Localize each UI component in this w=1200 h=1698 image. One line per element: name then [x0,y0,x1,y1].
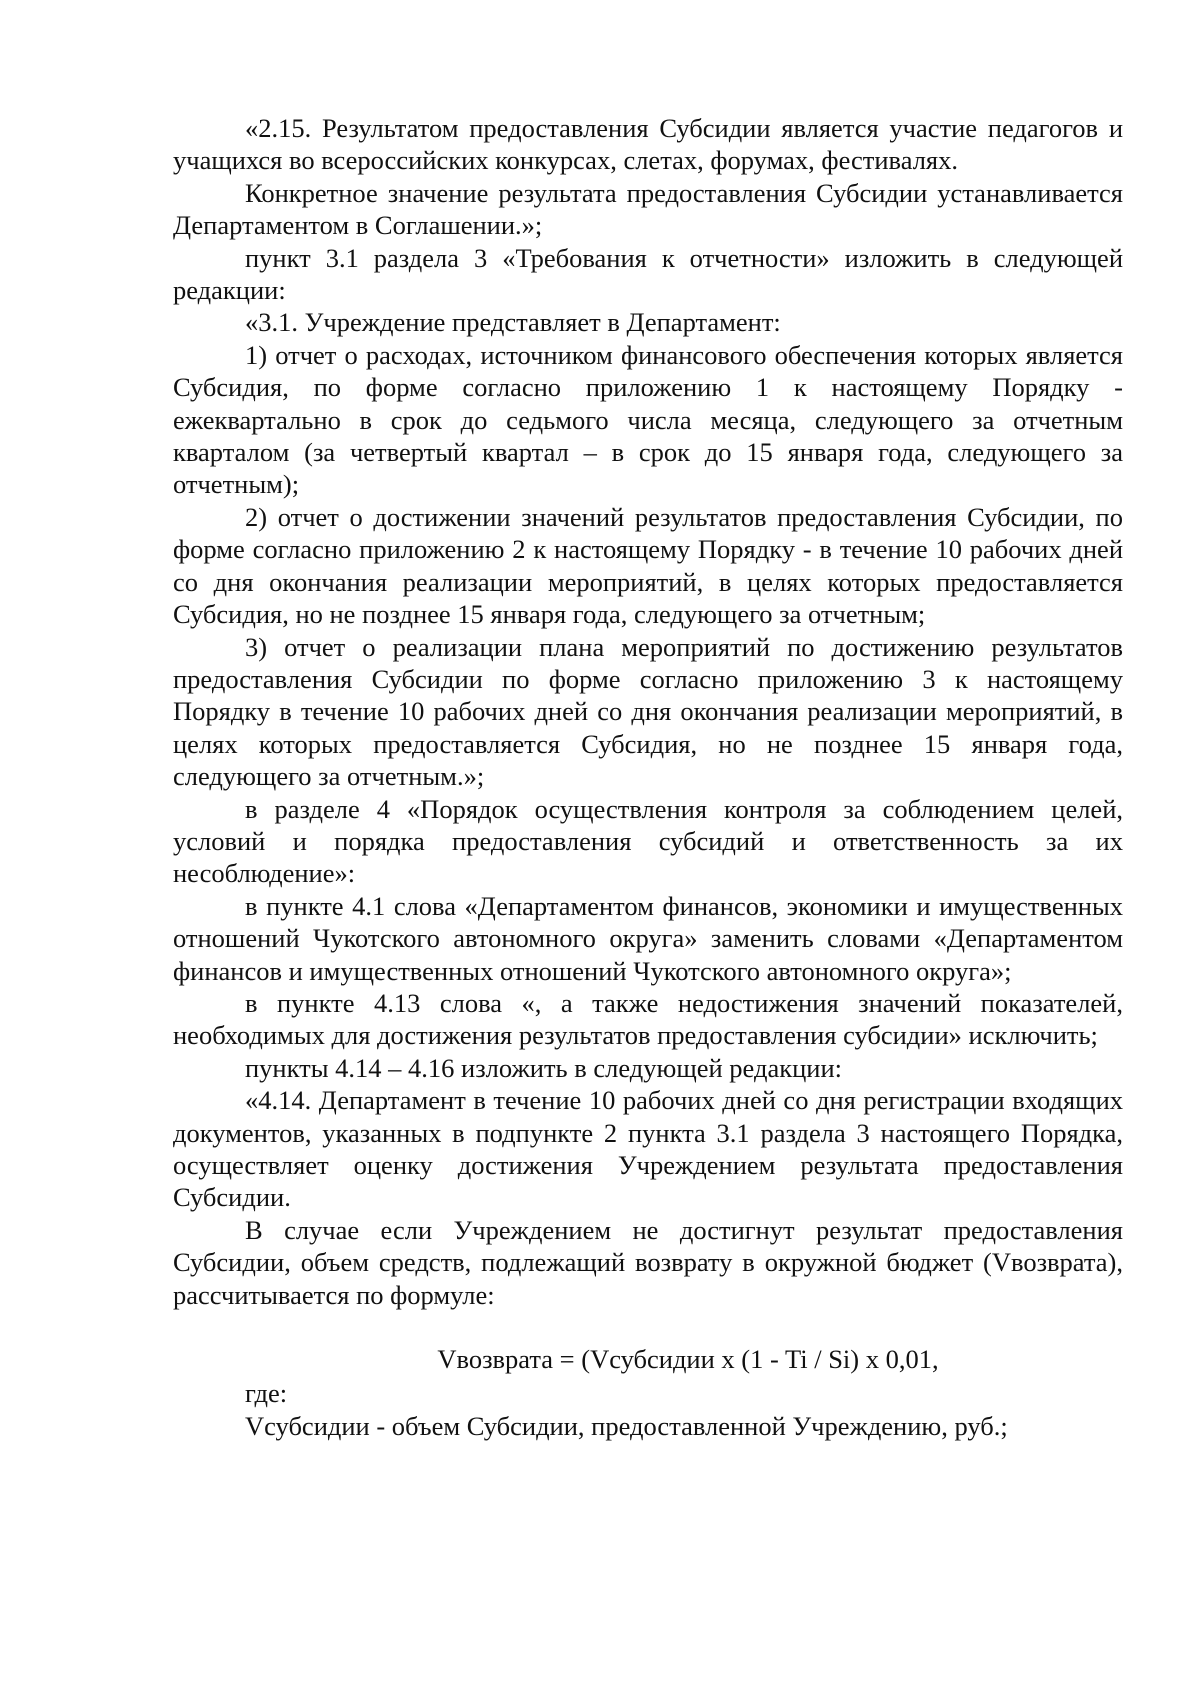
paragraph-point-3-1-intro: пункт 3.1 раздела 3 «Требования к отчетности» изложить в следующей редакции: [173,242,1123,306]
paragraph-points-4-14-4-16: пункты 4.14 – 4.16 изложить в следующей редакции: [245,1052,843,1083]
paragraph-return-volume: В случае если Учреждением не достигнут результат предоставления Субсидии, объем средств, подлежащий возврату в окружной бюджет (Vвозврата), рассчитывается по формуле: [173,1214,1123,1310]
paragraph-2-15: «2.15. Результатом предоставления Субсидии является участие педагогов и учащихся во всероссийских конкурсах, слетах, форумах, фестивалях. [173,113,1123,176]
paragraph-point-4-1: в пункте 4.1 слова «Департаментом финансов, экономики и имущественных отношений Чукотского автономного округа» заменить словами «Департаментом финансов и имущественных отношений Чукотского автономного округа»; [173,890,1123,986]
paragraph-report-3: 3) отчет о реализации плана мероприятий по достижению результатов предоставления Субсидии по форме согласно приложению 3 к настоящему Порядку в течение 10 рабочих дней со дня окончания реализации мероприятий, в целях которых предоставляется Субсидия, но не позднее 15 января года, следующего за отчетным.»; [173,631,1123,792]
paragraph-section-4: в разделе 4 «Порядок осуществления контроля за соблюдением целей, условий и порядка предоставления субсидий и ответственность за их несоблюдение»: [173,793,1123,889]
paragraph-4-14: «4.14. Департамент в течение 10 рабочих дней со дня регистрации входящих документов, указанных в подпункте 2 пункта 3.1 раздела 3 настоящего Порядка, осуществляет оценку достижения Учреждением результата предоставления Субсидии. [173,1085,1123,1213]
definition-vsubsidy: Vсубсидии - объем Субсидии, предоставленной Учреждению, руб.; [245,1410,1008,1441]
paragraph-report-2: 2) отчет о достижении значений результатов предоставления Субсидии, по форме согласно приложению 2 к настоящему Порядку - в течение 10 рабочих дней со дня окончания реализации мероприятий, в целях которых предоставляется Субсидия, но не позднее 15 января года, следующего за отчетным; [173,501,1123,630]
paragraph-result-value: Конкретное значение результата предоставления Субсидии устанавливается Департаментом в Соглашении.»; [173,177,1123,241]
paragraph-point-4-13: в пункте 4.13 слова «, а также недостижения значений показателей, необходимых для достижения результатов предоставления субсидии» исключить; [173,987,1123,1051]
return-formula: Vвозврата = (Vсубсидии x (1 - Ti / Si) x 0,01, [437,1344,939,1375]
document-body [173,112,1123,1442]
paragraph-report-1: 1) отчет о расходах, источником финансового обеспечения которых является Субсидия, по форме согласно приложению 1 к настоящему Порядку - ежеквартально в срок до седьмого числа месяца, следующего за отчетным кварталом (за четвертый квартал – в срок до 15 января года, следующего за отчетным); [173,339,1123,500]
paragraph-3-1: «3.1. Учреждение представляет в Департамент: [245,307,781,338]
where-label: где: [245,1378,288,1409]
